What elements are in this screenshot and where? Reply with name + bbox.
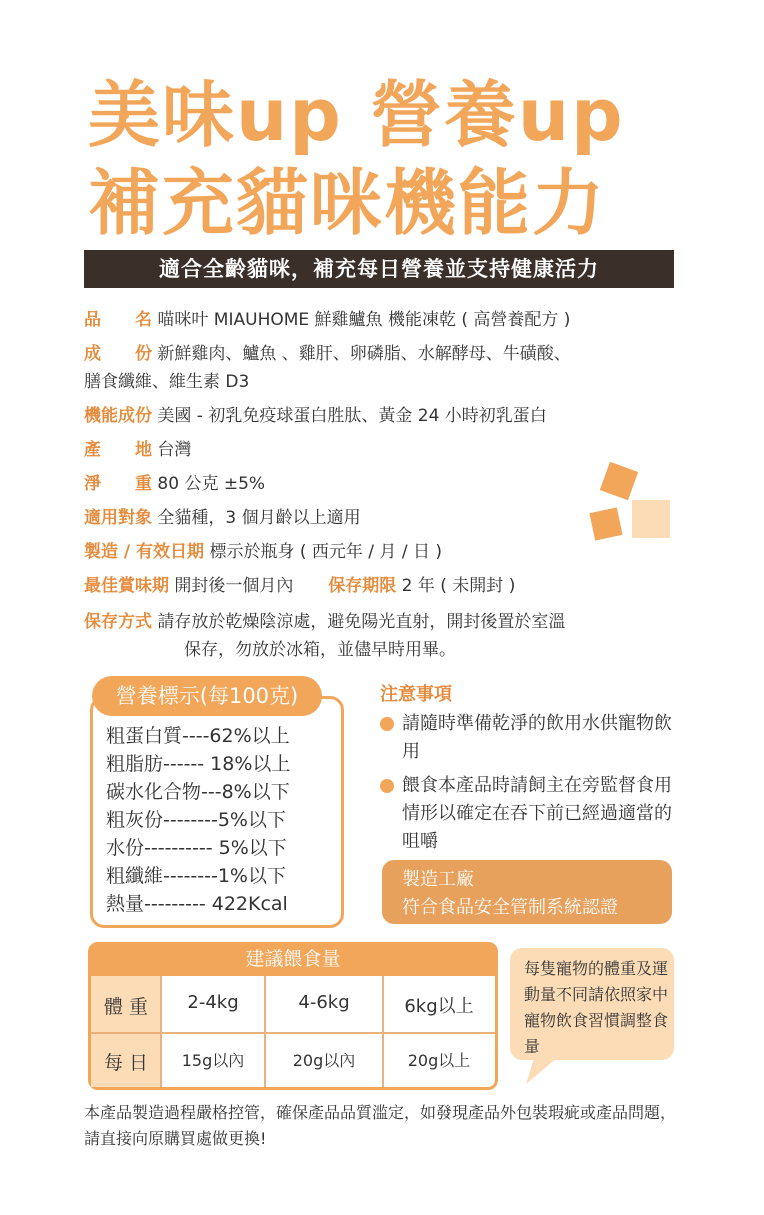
caution-item-text: 請隨時準備乾淨的飲用水供寵物飲用 [402,713,672,762]
headline-line1: 美味up 營養up [88,73,625,157]
cube-decoration [632,500,670,538]
ingredients-value-2: 膳食纖維、維生素 D3 [84,372,250,392]
factory-line1: 製造工廠 [402,869,474,890]
feeding-title: 建議餵食量 [88,942,498,976]
caution-title: 注意事項 [380,684,452,705]
feeding-row1-label: 體 重 [103,996,149,1018]
date-label: 製造 / 有效日期 [84,542,205,562]
shelf-label: 保存期限 [328,576,397,596]
bullet-icon [380,779,394,793]
feeding-row2-label: 每 日 [103,1052,149,1074]
nutrition-line: 粗蛋白質----62%以上 [106,725,290,747]
nutrition-line: 水份---------- 5%以下 [106,837,287,859]
divider [91,1032,495,1034]
storage-value-1: 請存放於乾燥陰涼處，避免陽光直射，開封後置於室溫 [157,612,566,632]
caution-item [380,772,680,856]
caution-item-text: 餵食本產品時請飼主在旁監督食用情形以確定在吞下前已經過適當的咀嚼 [402,775,672,852]
tagline-banner: 適合全齡貓咪，補充每日營養並支持健康活力 [84,250,674,288]
info-date-row [84,538,442,566]
ingredients-value-1: 新鮮雞肉、鱸魚 、雞肝、卵磷脂、水解酵母、牛磺酸、 [157,344,571,364]
name-label: 品 名 [84,310,152,330]
cube-decoration [589,507,622,540]
info-functional-row [84,402,547,430]
footer-notice: 本產品製造過程嚴格控管，確保產品品質滥定，如發現產品外包裝瑕疵或產品問題，請直接向原購買處做更換! [84,1103,677,1148]
target-value: 全貓種，3 個月齡以上適用 [157,508,361,528]
best-value: 開封後一個月內 [174,576,294,596]
feeding-cell: 20g以上 [407,1051,471,1070]
functional-label: 機能成份 [84,406,152,426]
info-ingredients-row [84,340,571,368]
nutrition-line: 粗灰份--------5%以下 [106,809,286,831]
speech-bubble: 每隻寵物的體重及運動量不同請依照家中寵物飲食習慣調整食量 [510,948,674,1060]
info-ingredients-row-2 [84,368,249,396]
info-storage-row-2 [184,636,456,664]
caution-item [380,710,680,766]
info-name-row [84,306,570,334]
cube-decoration [600,462,638,500]
feeding-cell: 20g以內 [292,1051,356,1070]
name-value: 喵咪叶 MIAUHOME 鮮雞鱸魚 機能凍乾 ( 高營養配方 ) [157,310,571,330]
info-weight-row [84,470,265,498]
feeding-cell: 2-4kg [187,992,239,1013]
feeding-cell: 15g以內 [181,1051,245,1070]
origin-label: 產 地 [84,440,152,460]
weight-value: 80 公克 ±5% [157,474,266,494]
feeding-cell: 6kg以上 [404,996,474,1017]
date-value: 標示於瓶身 ( 西元年 / 月 / 日 ) [209,542,442,562]
best-label: 最佳賞味期 [84,576,169,596]
nutrition-line: 粗脂肪------ 18%以上 [106,753,291,775]
info-origin-row [84,436,191,464]
feeding-cell: 4-6kg [298,992,350,1013]
origin-value: 台灣 [157,440,192,460]
info-storage-row [84,608,565,636]
shelf-value: 2 年 ( 未開封 ) [401,576,516,596]
storage-value-2: 保存，勿放於冰箱，並儘早時用畢。 [184,640,456,660]
target-label: 適用對象 [84,508,152,528]
nutrition-line: 碳水化合物---8%以下 [106,781,290,803]
nutrition-line: 粗纖維--------1%以下 [106,865,286,887]
ingredients-label: 成 份 [84,344,152,364]
weight-label: 淨 重 [84,474,152,494]
nutrition-title: 營養標示(每100克) [92,676,322,716]
storage-label: 保存方式 [84,612,152,632]
nutrition-line: 熱量--------- 422Kcal [106,893,288,915]
info-best-row [84,572,515,600]
bullet-icon [380,717,394,731]
factory-badge [382,860,672,924]
factory-line2: 符合食品安全管制系統認證 [402,897,618,918]
headline-line2: 補充貓咪機能力 [88,161,607,245]
info-target-row [84,504,361,532]
bubble-tail-icon [524,1052,574,1086]
functional-value: 美國 - 初乳免疫球蛋白胜肽、黃金 24 小時初乳蛋白 [157,406,547,426]
